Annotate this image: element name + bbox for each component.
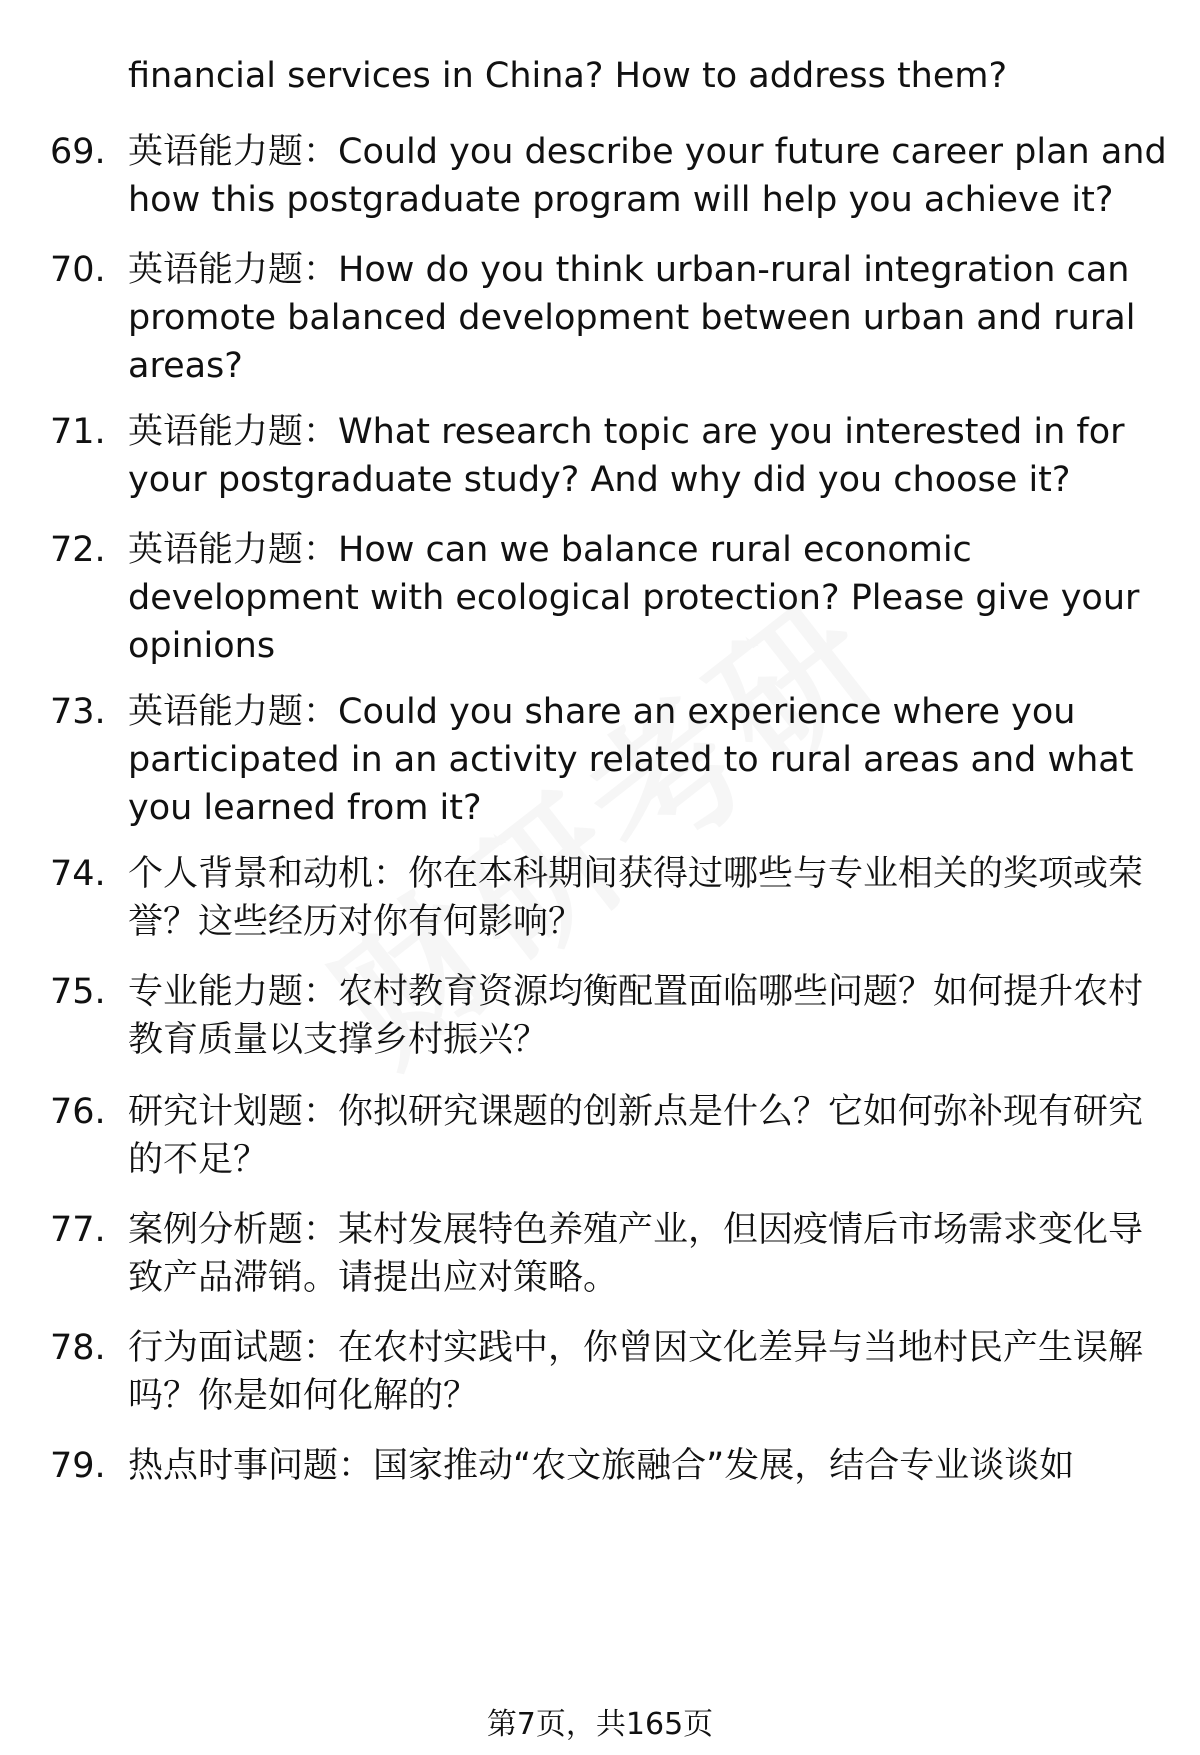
item-text: 专业能力题：农村教育资源均衡配置面临哪些问题？如何提升农村教育质量以支撑乡村振兴？ bbox=[128, 972, 1144, 1060]
item-number: 71. bbox=[50, 412, 106, 452]
item-text: 英语能力题：How can we balance rural economic development with ecological protection? Please give your opinions bbox=[128, 530, 1140, 666]
item-number: 72. bbox=[50, 530, 106, 570]
item-text: 热点时事问题：国家推动“农文旅融合”发展，结合专业谈谈如 bbox=[128, 1446, 1075, 1486]
item-number: 74. bbox=[50, 854, 106, 894]
item-number: 69. bbox=[50, 132, 106, 172]
item-number: 70. bbox=[50, 250, 106, 290]
item-text: 英语能力题：What research topic are you interested in for your postgraduate study? And why did you choose it? bbox=[128, 412, 1125, 500]
item-text: 英语能力题：Could you describe your future career plan and how this postgraduate program will help you achieve it? bbox=[128, 132, 1167, 220]
item-text: 英语能力题：Could you share an experience where you participated in an activity related to rural areas and what you learned from it? bbox=[128, 692, 1134, 828]
page-footer: 第7页，共165页 bbox=[486, 1707, 714, 1742]
item-text: 英语能力题：How do you think urban-rural integration can promote balanced development between urban and rural areas? bbox=[128, 250, 1136, 386]
item-text: 案例分析题：某村发展特色养殖产业，但因疫情后市场需求变化导致产品滞销。请提出应对策略。 bbox=[128, 1210, 1144, 1298]
item-number: 79. bbox=[50, 1446, 106, 1486]
item-number: 76. bbox=[50, 1092, 106, 1132]
continuation-text: financial services in China? How to address them? bbox=[128, 56, 1008, 96]
item-number: 77. bbox=[50, 1210, 106, 1250]
item-text: 行为面试题：在农村实践中，你曾因文化差异与当地村民产生误解吗？你是如何化解的？ bbox=[128, 1328, 1144, 1416]
item-number: 78. bbox=[50, 1328, 106, 1368]
item-number: 73. bbox=[50, 692, 106, 732]
item-text: 研究计划题：你拟研究课题的创新点是什么？它如何弥补现有研究的不足？ bbox=[128, 1092, 1144, 1180]
item-text: 个人背景和动机：你在本科期间获得过哪些与专业相关的奖项或荣誉？这些经历对你有何影响？ bbox=[128, 854, 1144, 942]
item-number: 75. bbox=[50, 972, 106, 1012]
